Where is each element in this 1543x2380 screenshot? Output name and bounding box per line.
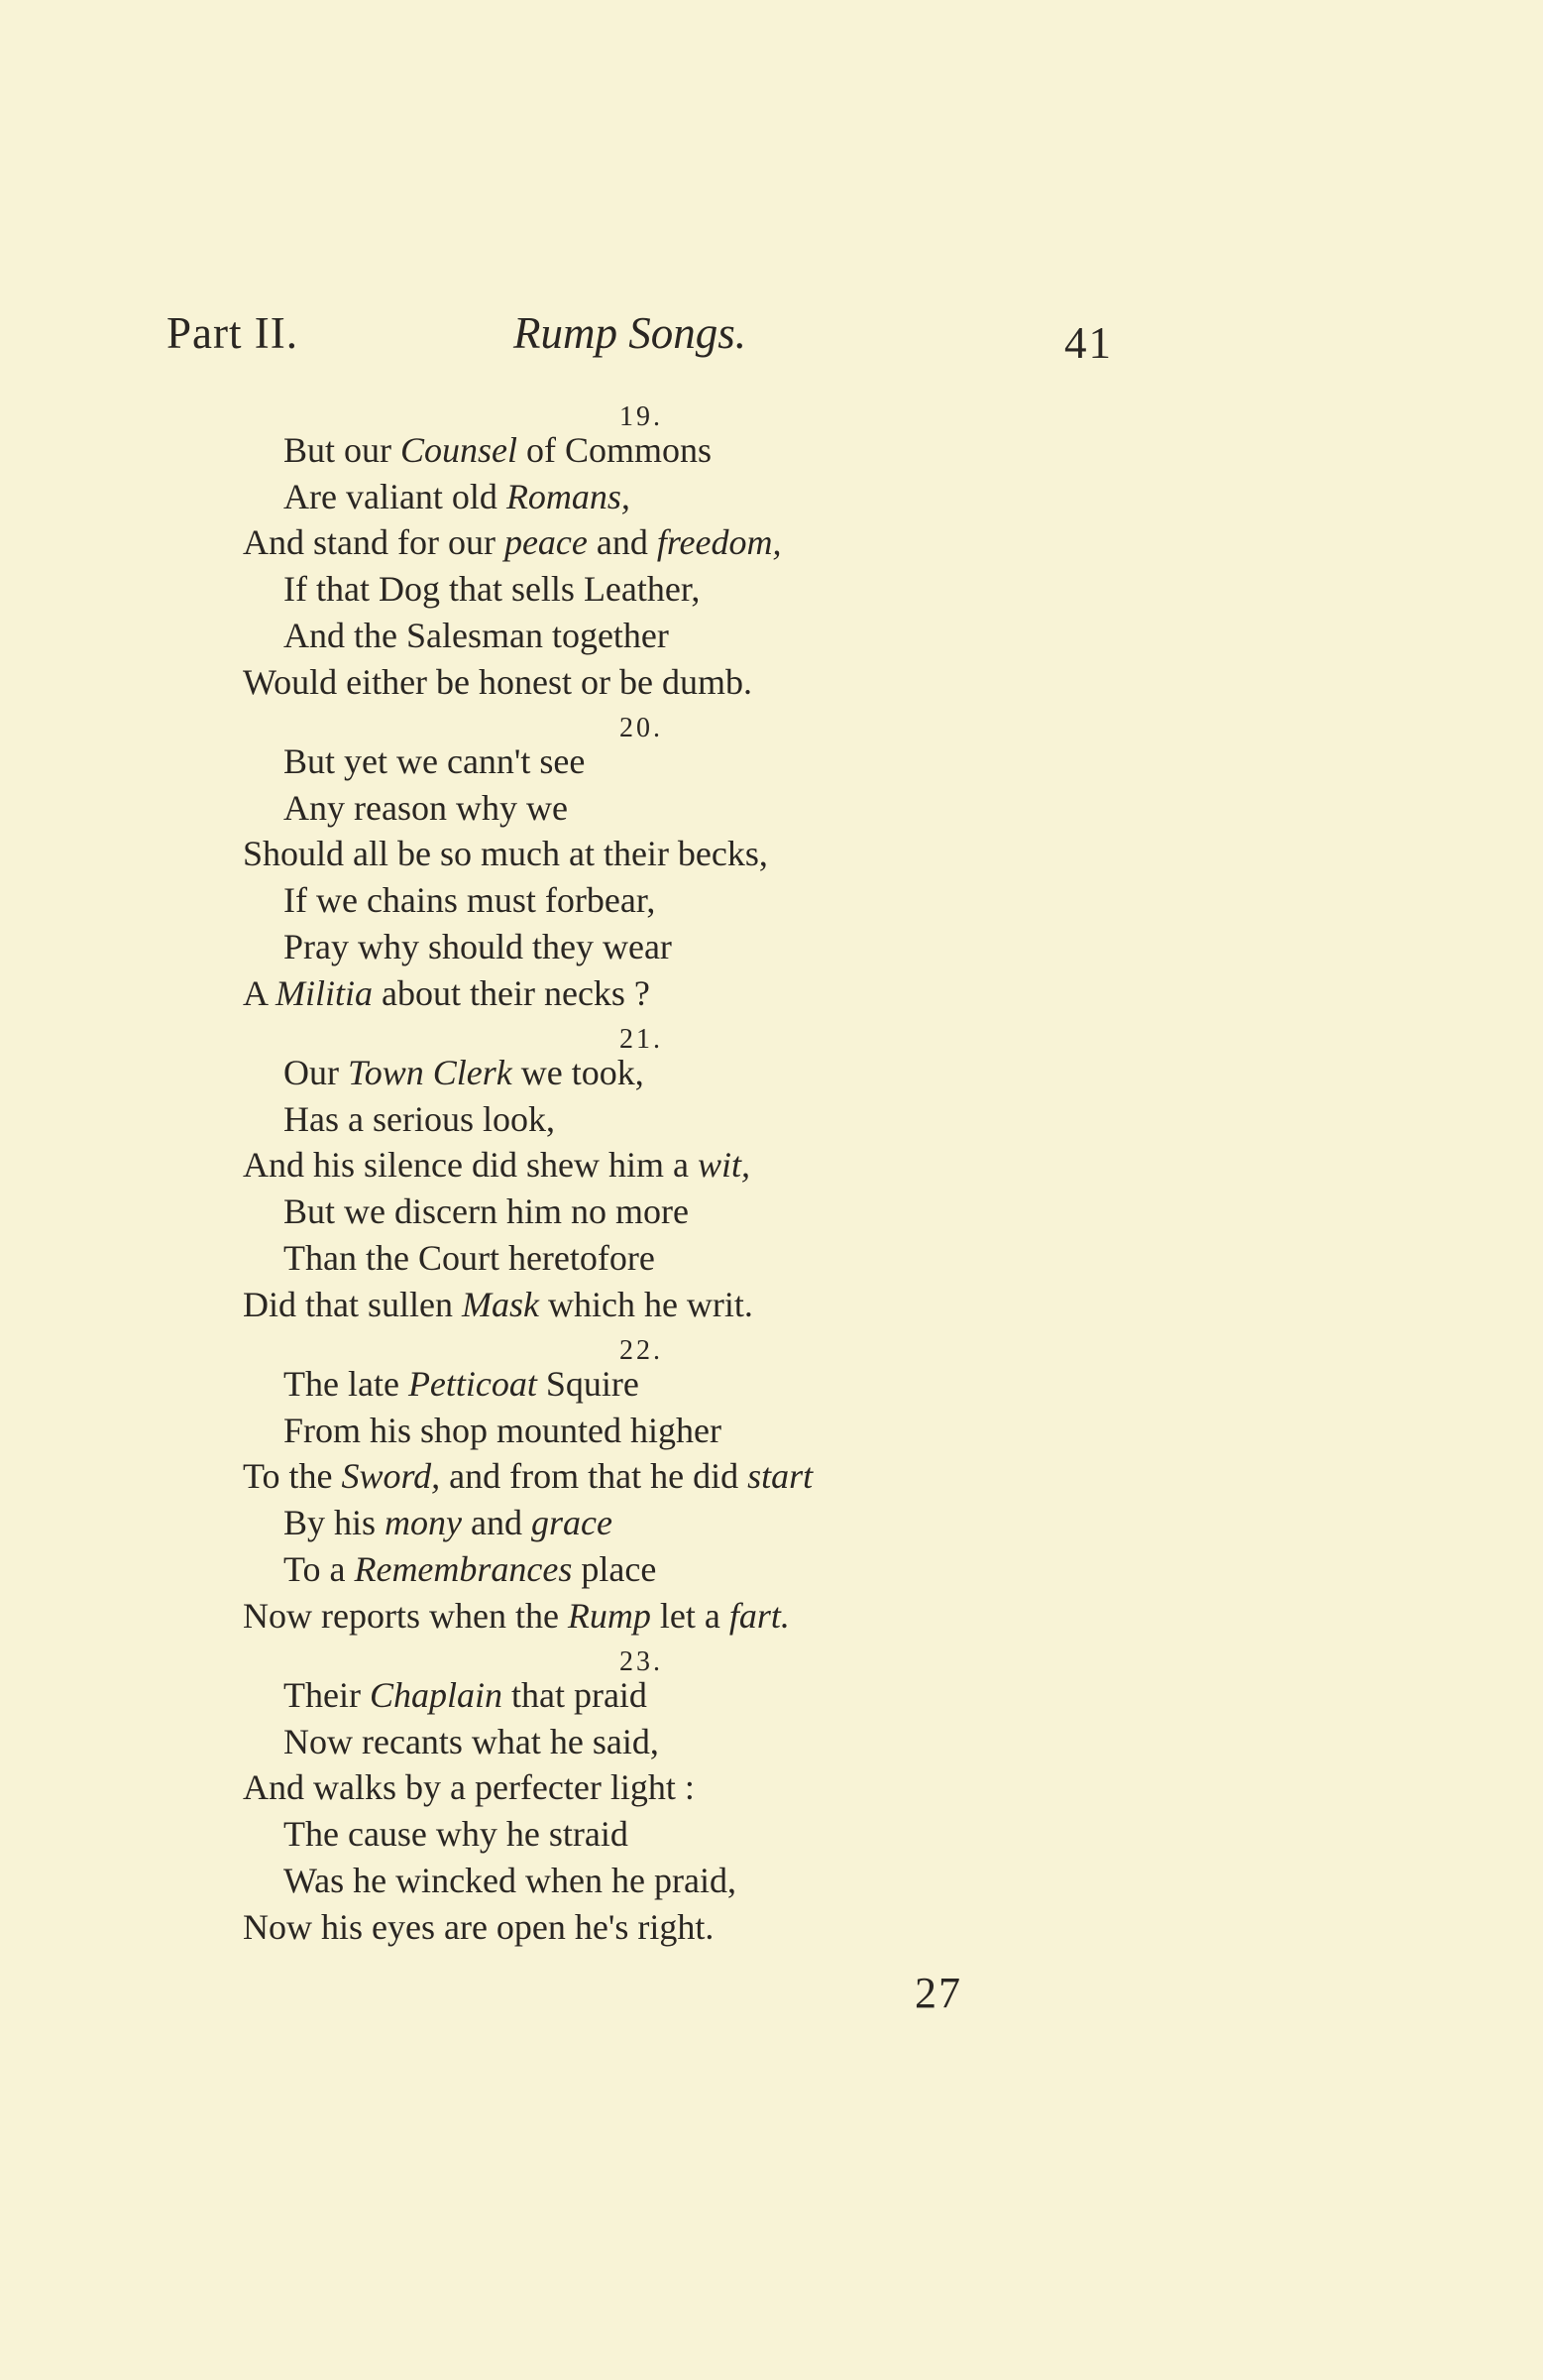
verse-line: To a Remembrances place	[283, 1548, 657, 1589]
verse-line: Pray why should they wear	[283, 926, 672, 966]
verse-line: Now reports when the Rump let a fart.	[243, 1595, 790, 1636]
running-title: Rump Songs.	[513, 308, 746, 358]
verse-line: Now recants what he said,	[283, 1721, 659, 1761]
stanza-number: 19.	[619, 401, 663, 432]
verse-line: By his mony and grace	[283, 1503, 612, 1543]
verse-line: The cause why he straid	[283, 1814, 628, 1855]
verse-line: Their Chaplain that praid	[283, 1675, 647, 1715]
verse-line: But yet we cann't see	[283, 741, 586, 781]
verse-line: And the Salesman together	[283, 615, 669, 655]
verse-line: If we chains must forbear,	[283, 880, 656, 921]
verse-line: Did that sullen Mask which he writ.	[243, 1284, 753, 1324]
stanza-number: 20.	[619, 713, 663, 743]
stanza-number: 21.	[619, 1024, 663, 1055]
verse-line: The late Petticoat Squire	[283, 1364, 639, 1404]
verse-line: A Militia about their necks ?	[243, 972, 650, 1013]
running-header	[0, 297, 1543, 377]
stanza-number: 22.	[619, 1335, 663, 1366]
stanza-number: 23.	[619, 1646, 663, 1677]
verse-line: And his silence did shew him a wit,	[243, 1145, 750, 1186]
verse-line: From his shop mounted higher	[283, 1410, 721, 1450]
verse-line: But we discern him no more	[283, 1191, 689, 1232]
signature-mark: 27	[915, 1969, 962, 2017]
verse-line: Now his eyes are open he's right.	[243, 1906, 715, 1947]
verse-line: Any reason why we	[283, 787, 568, 828]
verse-line: Are valiant old Romans,	[283, 476, 630, 516]
part-label: Part II.	[166, 308, 298, 358]
verse-line: And walks by a perfecter light :	[243, 1767, 695, 1808]
verse-line: Than the Court heretofore	[283, 1237, 655, 1278]
verse-line: If that Dog that sells Leather,	[283, 569, 701, 610]
page-number: 41	[1064, 318, 1113, 368]
verse-line: Our Town Clerk we took,	[283, 1053, 644, 1092]
verse-line: To the Sword, and from that he did start	[243, 1456, 814, 1497]
verse-line: Would either be honest or be dumb.	[243, 661, 752, 702]
verse-line: Has a serious look,	[283, 1098, 555, 1139]
verse-line: Was he wincked when he praid,	[283, 1860, 736, 1900]
verse-line: Should all be so much at their becks,	[243, 834, 768, 874]
verse-line: But our Counsel of Commons	[283, 430, 713, 470]
verse-line: And stand for our peace and freedom,	[243, 522, 782, 563]
